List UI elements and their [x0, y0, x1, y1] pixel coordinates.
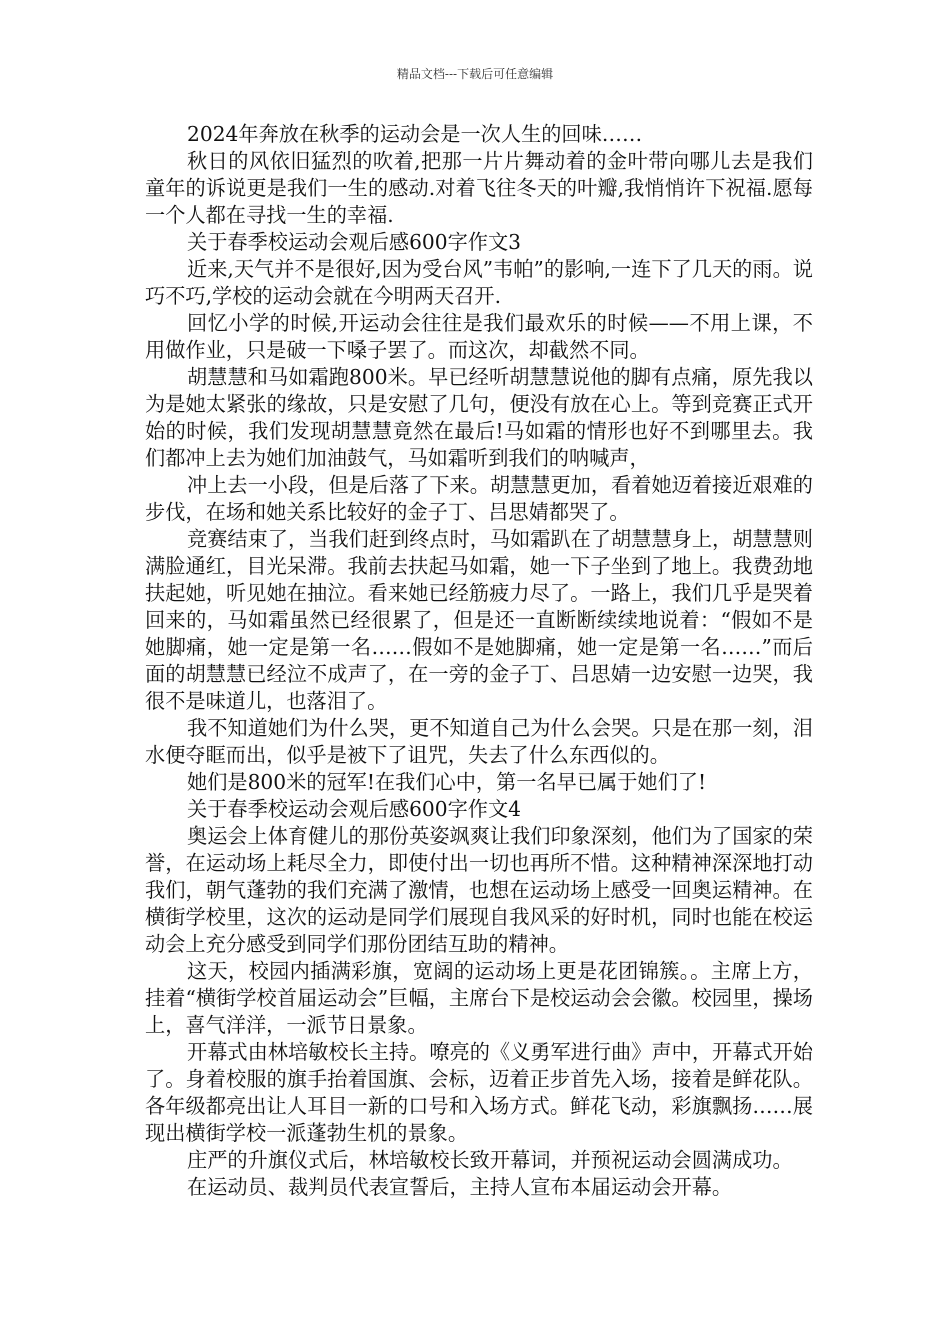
paragraph-800m-race: 胡慧慧和马如霜跑800米。早已经听胡慧慧说他的脚有点痛，原先我以为是她太紧张的缘故，只是安慰了几句，便没有放在心上。等到竞赛正式开始的时候，我们发现胡慧慧竟然在最后!马如霜的情形也好不到哪里去。我们都冲上去为她们加油鼓气，马如霜听到我们的呐喊声，	[145, 365, 813, 470]
paragraph-champions: 她们是800米的冠军!在我们心中，第一名早已属于她们了!	[187, 770, 707, 794]
paragraph-olympic-spirit: 奥运会上体育健儿的那份英姿飒爽让我们印象深刻，他们为了国家的荣誉，在运动场上耗尽全力，即使付出一切也再所不惜。这种精神深深地打动我们，朝气蓬勃的我们充满了激情，也想在运动场上感受一回奥运精神。在横街学校里，这次的运动是同学们展现自我风采的好时机，同时也能在校运动会上充分感受到同学们那份团结互助的精神。	[145, 824, 813, 956]
page-header: 精品文档---下载后可任意编辑	[396, 67, 554, 81]
paragraph-oath: 在运动员、裁判员代表宣誓后，主持人宣布本届运动会开幕。	[187, 1175, 733, 1199]
section-heading-essay-3: 关于春季校运动会观后感600字作文3	[187, 230, 522, 254]
paragraph-autumn-wind: 秋日的风依旧猛烈的吹着,把那一片片舞动着的金叶带向哪儿去是我们童年的诉说更是我们一生的感动.对着飞往冬天的叶瓣,我悄悄许下祝福.愿每一个人都在寻找一生的幸福.	[145, 149, 813, 227]
paragraph-intro-line: 2024年奔放在秋季的运动会是一次人生的回味……	[187, 122, 643, 146]
paragraph-campus-flags: 这天，校园内插满彩旗，宽阔的运动场上更是花团锦簇。。主席上方，挂着“横街学校首届运动会”巨幅，主席台下是校运动会会徽。校园里，操场上，喜气洋洋，一派节日景象。	[145, 959, 813, 1037]
paragraph-opening-ceremony: 开幕式由林培敏校长主持。嘹亮的《义勇军进行曲》声中，开幕式开始了。身着校服的旗手抬着国旗、会标，迈着正步首先入场，接着是鲜花队。各年级都亮出让人耳目一新的口号和入场方式。鲜花飞动，彩旗飘扬……展现出横街学校一派蓬勃生机的景象。	[145, 1040, 813, 1145]
section-heading-essay-4: 关于春季校运动会观后感600字作文4	[187, 797, 522, 821]
paragraph-falling-behind: 冲上去一小段，但是后落了下来。胡慧慧更加，看着她迈着接近艰难的步伐，在场和她关系比较好的金子丁、吕思婧都哭了。	[145, 473, 813, 524]
paragraph-tears: 我不知道她们为什么哭，更不知道自己为什么会哭。只是在那一刻，泪水便夺眶而出，似乎是被下了诅咒，失去了什么东西似的。	[145, 716, 813, 767]
paragraph-race-end: 竞赛结束了，当我们赶到终点时，马如霜趴在了胡慧慧身上，胡慧慧则满脸通红，目光呆滞。我前去扶起马如霜，她一下子坐到了地上。我费劲地扶起她，听见她在抽泣。看来她已经筋疲力尽了。一路上，我们几乎是哭着回来的，马如霜虽然已经很累了，但是还一直断断续续地说着：“假如不是她脚痛，她一定是第一名……假如不是她脚痛，她一定是第一名……”而后面的胡慧慧已经泣不成声了，在一旁的金子丁、吕思婧一边安慰一边哭，我很不是味道儿，也落泪了。	[145, 527, 813, 713]
paragraph-memory: 回忆小学的时候,开运动会往往是我们最欢乐的时候——不用上课，不用做作业，只是破一下嗓子罢了。而这次，却截然不同。	[145, 311, 813, 362]
paragraph-flag-raising: 庄严的升旗仪式后，林培敏校长致开幕词，并预祝运动会圆满成功。	[187, 1148, 793, 1172]
document-body	[145, 121, 813, 1201]
paragraph-weather: 近来,天气并不是很好,因为受台风”韦帕”的影响,一连下了几天的雨。说巧不巧,学校的运动会就在今明两天召开.	[145, 257, 813, 308]
